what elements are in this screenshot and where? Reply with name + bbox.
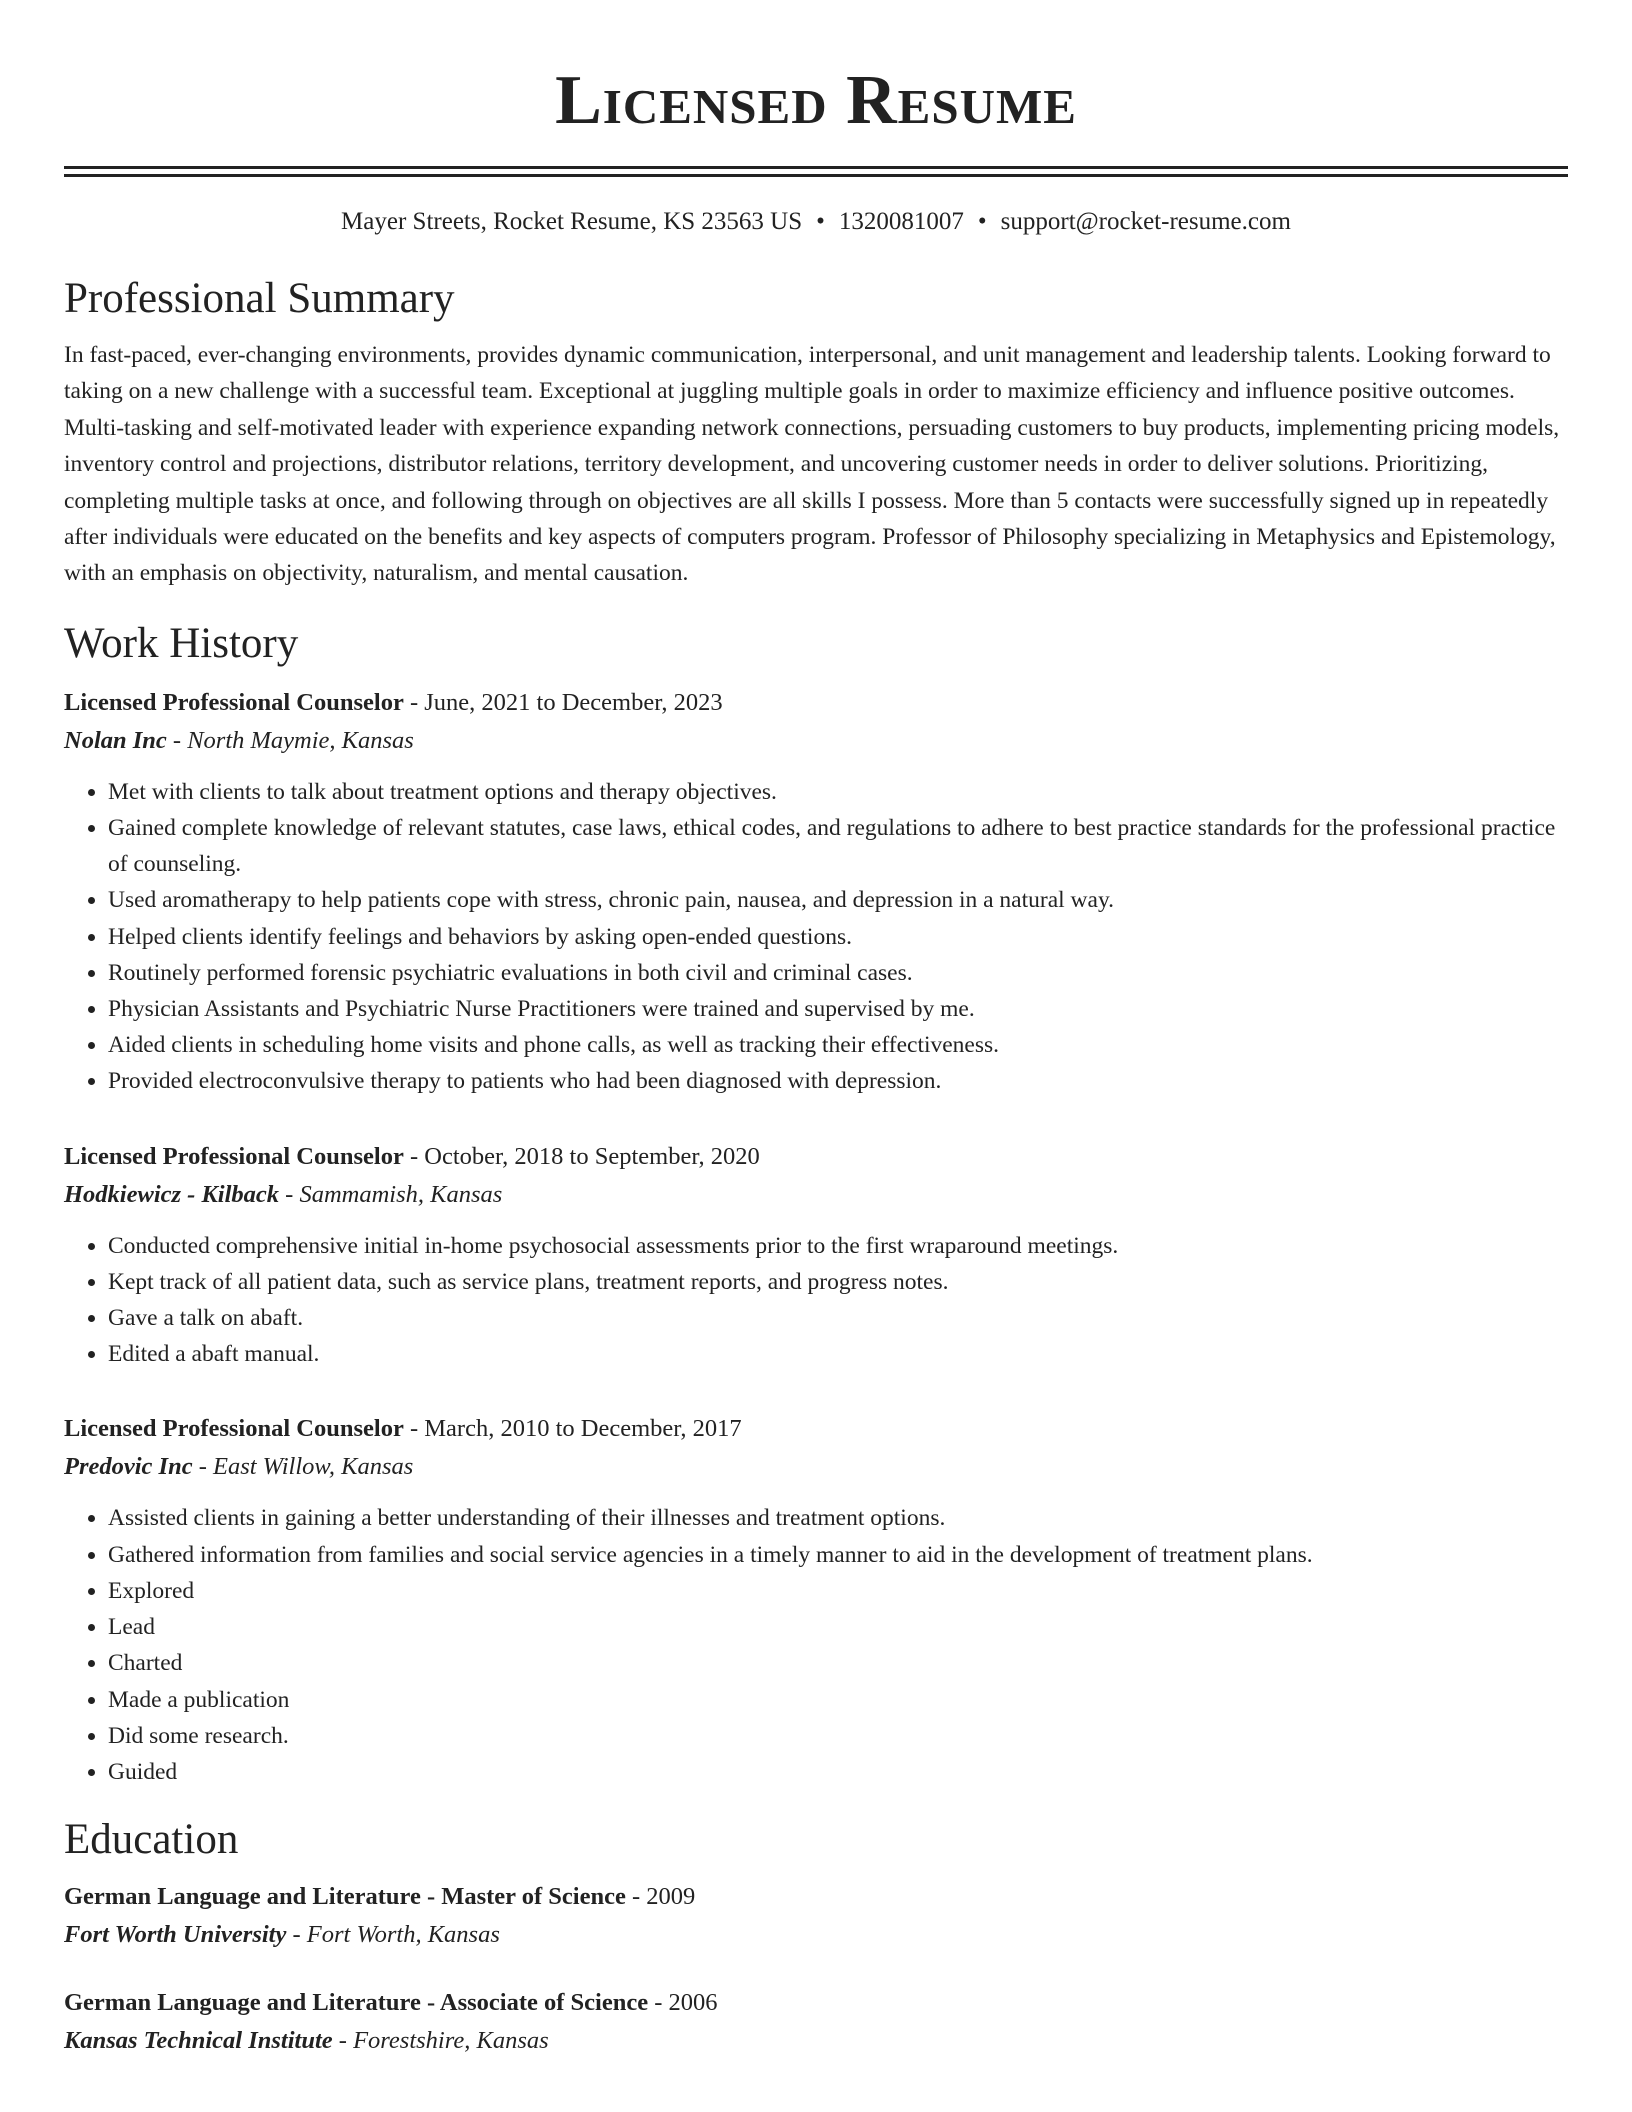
job-entry	[64, 1410, 1568, 1790]
contact-line	[64, 205, 1568, 239]
resume-title: Licensed Resume	[555, 62, 1077, 139]
title-divider	[64, 166, 1568, 177]
job-company-line	[64, 722, 1568, 760]
job-role: Licensed Professional Counselor	[64, 688, 404, 716]
job-entry	[64, 1138, 1568, 1373]
list-item: • Gained complete knowledge of relevant statutes, case laws, ethical codes, and regulations to adhere to best practice standards for the professional practice of counseling.	[108, 810, 1568, 882]
list-item: • Gave a talk on abaft.	[108, 1300, 1568, 1336]
job-dates: - June, 2021 to December, 2023	[403, 688, 723, 716]
list-item: • Explored	[108, 1573, 1568, 1609]
education-location: - Fort Worth, Kansas	[286, 1921, 500, 1949]
contact-separator: •	[977, 208, 987, 235]
list-item: • Charted	[108, 1645, 1568, 1681]
education-school-line	[64, 2022, 1568, 2060]
list-item: • Did some research.	[108, 1718, 1568, 1754]
education-year: - 2009	[625, 1883, 696, 1911]
job-role: Licensed Professional Counselor	[64, 1142, 404, 1170]
list-item: • Kept track of all patient data, such as service plans, treatment reports, and progress notes.	[108, 1264, 1568, 1300]
contact-phone: 1320081007	[838, 208, 964, 235]
list-item: • Aided clients in scheduling home visits and phone calls, as well as tracking their effectiveness.	[108, 1027, 1568, 1063]
job-dates: - March, 2010 to December, 2017	[403, 1415, 742, 1443]
education-entry	[64, 1878, 1568, 1954]
education-school: Fort Worth University	[64, 1921, 287, 1949]
job-bullets	[64, 1500, 1568, 1790]
job-heading	[64, 1410, 1568, 1448]
contact-email: support@rocket-resume.com	[1000, 208, 1291, 235]
education-school: Kansas Technical Institute	[64, 2027, 333, 2055]
list-item: • Conducted comprehensive initial in-home psychosocial assessments prior to the first wraparound meetings.	[108, 1228, 1568, 1264]
section-title-summary: Professional Summary	[64, 275, 455, 322]
list-item: • Helped clients identify feelings and behaviors by asking open-ended questions.	[108, 919, 1568, 955]
list-item: • Provided electroconvulsive therapy to patients who had been diagnosed with depression.	[108, 1063, 1568, 1099]
list-item: • Routinely performed forensic psychiatric evaluations in both civil and criminal cases.	[108, 955, 1568, 991]
list-item: • Assisted clients in gaining a better understanding of their illnesses and treatment options.	[108, 1500, 1568, 1536]
job-company-line	[64, 1448, 1568, 1486]
job-bullets	[64, 774, 1568, 1100]
education-entry	[64, 1984, 1568, 2060]
education-school-line	[64, 1916, 1568, 1954]
list-item: • Physician Assistants and Psychiatric Nurse Practitioners were trained and supervised by me.	[108, 991, 1568, 1027]
list-item: • Made a publication	[108, 1682, 1568, 1718]
job-dates: - October, 2018 to September, 2020	[403, 1142, 760, 1170]
education-heading	[64, 1878, 1568, 1916]
job-bullets	[64, 1228, 1568, 1373]
job-company: Nolan Inc	[64, 726, 167, 754]
job-location: - North Maymie, Kansas	[166, 726, 414, 754]
education-degree: German Language and Literature - Associate of Science	[64, 1989, 649, 2017]
education-year: - 2006	[648, 1989, 718, 2017]
job-heading	[64, 684, 1568, 722]
list-item: • Lead	[108, 1609, 1568, 1645]
list-item: • Guided	[108, 1754, 1568, 1790]
job-company-line	[64, 1176, 1568, 1214]
job-role: Licensed Professional Counselor	[64, 1415, 404, 1443]
list-item: • Edited a abaft manual.	[108, 1336, 1568, 1372]
job-company: Hodkiewicz - Kilback	[64, 1180, 280, 1208]
job-company: Predovic Inc	[64, 1453, 193, 1481]
education-degree: German Language and Literature - Master of Science	[64, 1883, 626, 1911]
section-title-work-history: Work History	[64, 619, 299, 667]
summary-text: In fast-paced, ever-changing environments, provides dynamic communication, interpersonal, and unit management and leadership talents. Looking forward to taking on a new challenge with a successful team. Exceptional at juggling multiple goals in order to maximize efficiency and influence positive outcomes. Multi-tasking and self-motivated leader with experience expanding network connections, persuading customers to buy products, implementing pricing models, inventory control and projections, distributor relations, territory development, and uncovering customer needs in order to deliver solutions. Prioritizing, completing multiple tasks at once, and following through on objectives are all skills I possess. More than 5 contacts were successfully signed up in repeatedly after individuals were educated on the benefits and key aspects of computers program. Professor of Philosophy specializing in Metaphysics and Epistemology, with an emphasis on objectivity, naturalism, and mental causation.	[64, 342, 1560, 587]
job-heading	[64, 1138, 1568, 1176]
contact-address: Mayer Streets, Rocket Resume, KS 23563 US	[341, 208, 803, 235]
job-location: - East Willow, Kansas	[192, 1453, 414, 1481]
education-location: - Forestshire, Kansas	[332, 2027, 549, 2055]
section-title-education: Education	[64, 1816, 239, 1864]
list-item: • Used aromatherapy to help patients cope with stress, chronic pain, nausea, and depression in a natural way.	[108, 882, 1568, 918]
job-location: - Sammamish, Kansas	[279, 1180, 503, 1208]
list-item: • Gathered information from families and social service agencies in a timely manner to aid in the development of treatment plans.	[108, 1537, 1568, 1573]
education-heading	[64, 1984, 1568, 2022]
list-item: • Met with clients to talk about treatment options and therapy objectives.	[108, 774, 1568, 810]
job-entry	[64, 684, 1568, 1100]
contact-separator: •	[816, 208, 825, 235]
